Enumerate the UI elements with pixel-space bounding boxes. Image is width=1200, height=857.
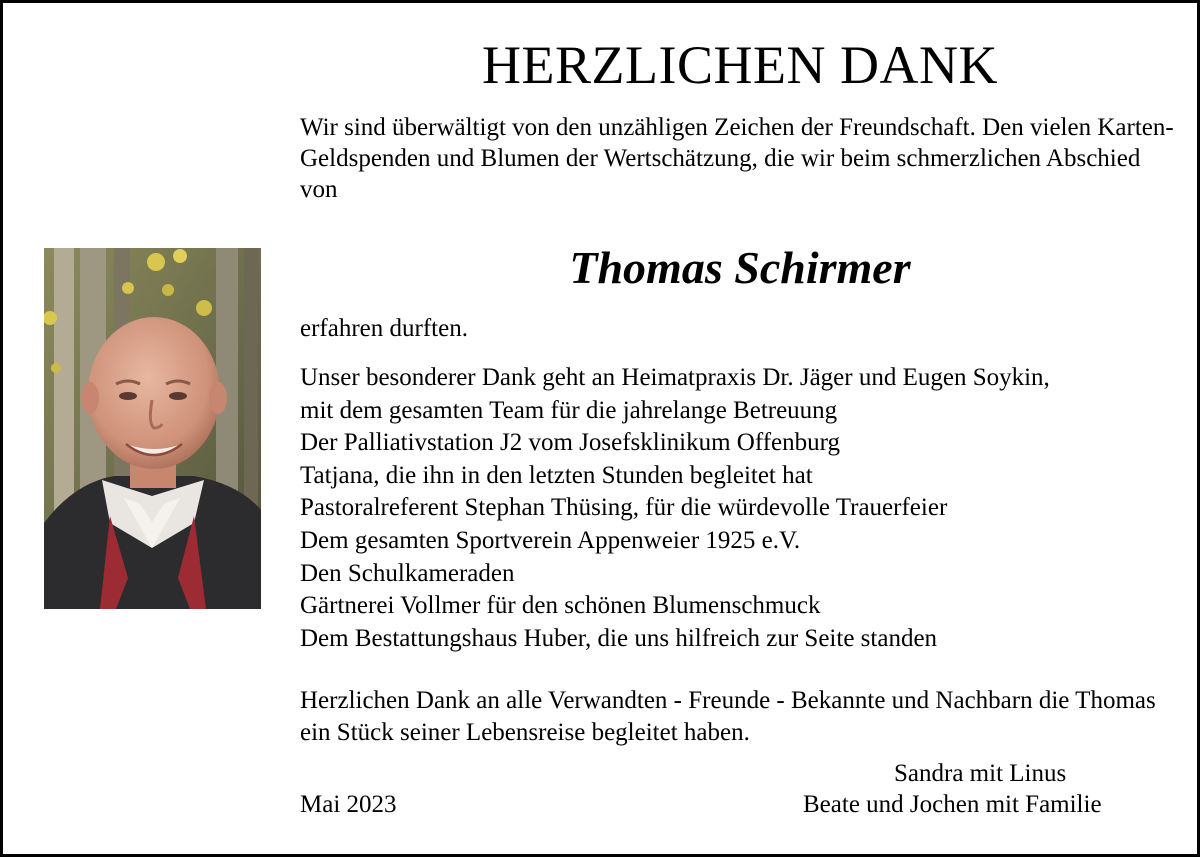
thanks-line: Dem gesamten Sportverein Appenweier 1925 e.V.: [300, 526, 801, 554]
signer-line: Beate und Jochen mit Familie: [803, 791, 1102, 818]
intro-text: Wir sind überwältigt von den unzähligen Zeichen der Freundschaft. Den vielen Karten-Geldspenden und Blumen der Wertschätzung, die wir beim schmerzlichen Abschied von: [300, 114, 1174, 203]
thanks-line: Tatjana, die ihn in den letzten Stunden begleitet hat: [300, 461, 813, 489]
after-name-text: erfahren durften.: [300, 315, 468, 342]
closing-text: Herzlichen Dank an alle Verwandten - Freunde - Bekannte und Nachbarn die Thomas ein Stück seiner Lebensreise begleitet haben.: [300, 687, 1156, 746]
portrait-photo: [44, 248, 261, 609]
thanks-list: [300, 362, 1180, 655]
thanks-line: Unser besonderer Dank geht an Heimatpraxis Dr. Jäger und Eugen Soykin,: [300, 364, 1050, 391]
thanks-line: Den Schulkameraden: [300, 559, 515, 587]
notice-title: HERZLICHEN DANK: [482, 35, 998, 95]
signer-line: Sandra mit Linus: [894, 760, 1067, 787]
thanks-line: Gärtnerei Vollmer für den schönen Blumenschmuck: [300, 592, 821, 620]
thanks-line: mit dem gesamten Team für die jahrelange Betreuung: [300, 396, 838, 424]
deceased-name: Thomas Schirmer: [569, 242, 911, 293]
notice-date: Mai 2023: [300, 791, 397, 818]
thanks-line: Der Palliativstation J2 vom Josefsklinikum Offenburg: [300, 429, 841, 457]
thanks-line: Dem Bestattungshaus Huber, die uns hilfreich zur Seite standen: [300, 624, 938, 652]
thanks-line: Pastoralreferent Stephan Thüsing, für die würdevolle Trauerfeier: [300, 494, 948, 522]
